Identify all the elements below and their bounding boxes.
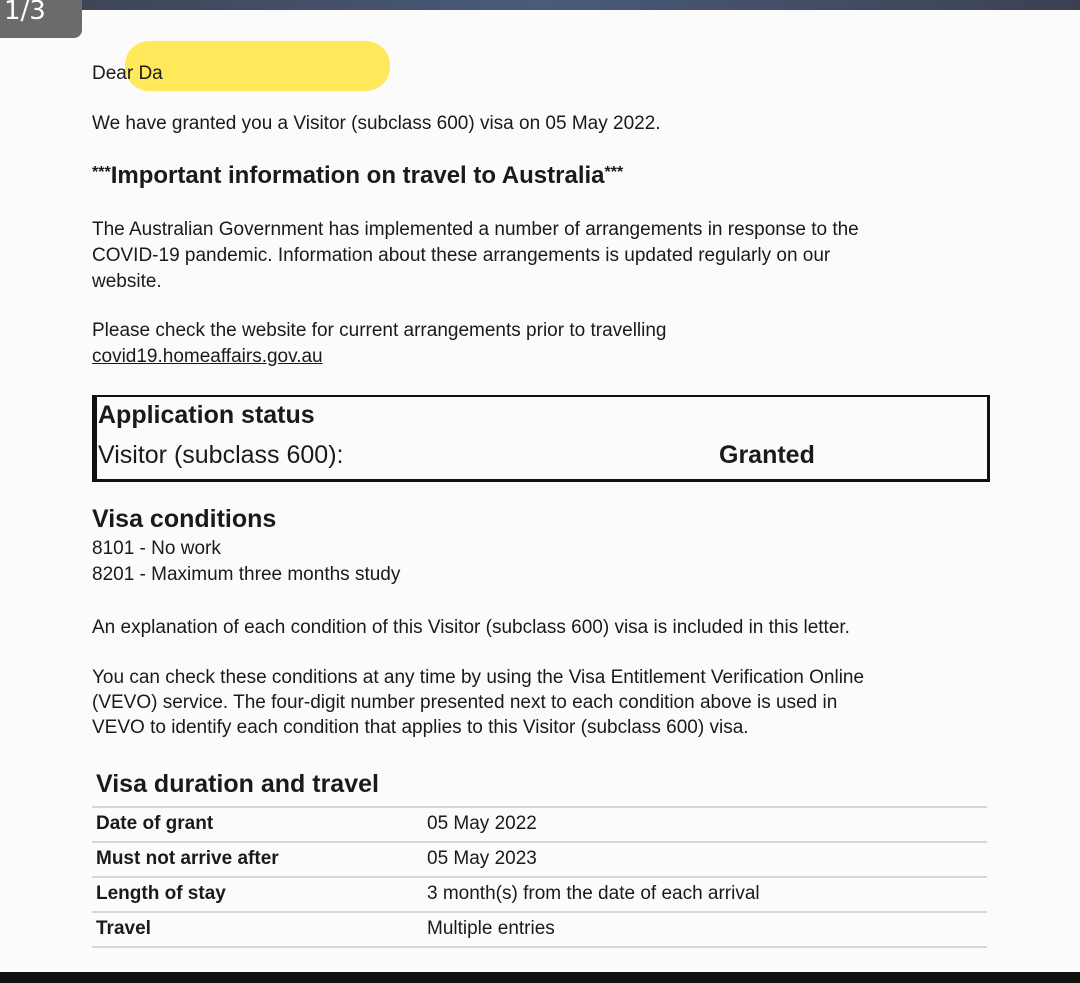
redaction-highlight [125,41,390,91]
status-granted-value: Granted [719,441,815,469]
visa-duration-table [92,806,987,948]
heading-text: Important information on travel to Australia [110,162,605,189]
page-counter: 1/3 [0,0,82,38]
covid-line-1: The Australian Government has implemented a number of arrangements in response to the [92,219,859,240]
table-row [92,841,987,876]
application-status-title: Application status [98,401,315,429]
row-key: Travel [96,918,151,939]
heading-stars-right: *** [604,164,624,181]
row-value: Multiple entries [427,918,555,939]
vevo-line-2: (VEVO) service. The four-digit number presented next to each condition above is used in [92,692,838,713]
row-key: Date of grant [96,813,214,834]
row-value: 05 May 2022 [427,813,537,834]
covid-line-3: website. [92,271,162,292]
viewer-bottom-bar [0,972,1080,983]
row-value: 05 May 2023 [427,848,537,869]
table-row [92,806,987,841]
vevo-line-1: You can check these conditions at any time by using the Visa Entitlement Verification Online [92,667,865,688]
heading-stars-left: *** [92,164,111,181]
check-website-line: Please check the website for current arrangements prior to travelling [92,320,667,341]
status-box-left-rule [94,397,97,479]
condition-8101: 8101 - No work [92,538,221,559]
important-heading [92,162,623,190]
row-value: 3 month(s) from the date of each arrival [427,883,760,904]
condition-8201: 8201 - Maximum three months study [92,564,401,585]
row-key: Length of stay [96,883,226,904]
table-row [92,876,987,911]
application-status-box [92,395,990,482]
visa-duration-title: Visa duration and travel [96,770,379,798]
visa-subclass-label: Visitor (subclass 600): [98,441,344,469]
visa-conditions-title: Visa conditions [92,505,277,533]
row-key: Must not arrive after [96,848,279,869]
conditions-explanation: An explanation of each condition of this Visitor (subclass 600) visa is included in this letter. [92,617,850,638]
covid-line-2: COVID-19 pandemic. Information about these arrangements is updated regularly on our [92,245,831,266]
viewer-top-bar [0,0,1080,10]
vevo-line-3: VEVO to identify each condition that applies to this Visitor (subclass 600) visa. [92,717,749,738]
table-row [92,911,987,948]
covid-website-link[interactable]: covid19.homeaffairs.gov.au [92,346,323,367]
greeting: Dear Da [92,63,163,84]
grant-sentence: We have granted you a Visitor (subclass 600) visa on 05 May 2022. [92,113,661,134]
